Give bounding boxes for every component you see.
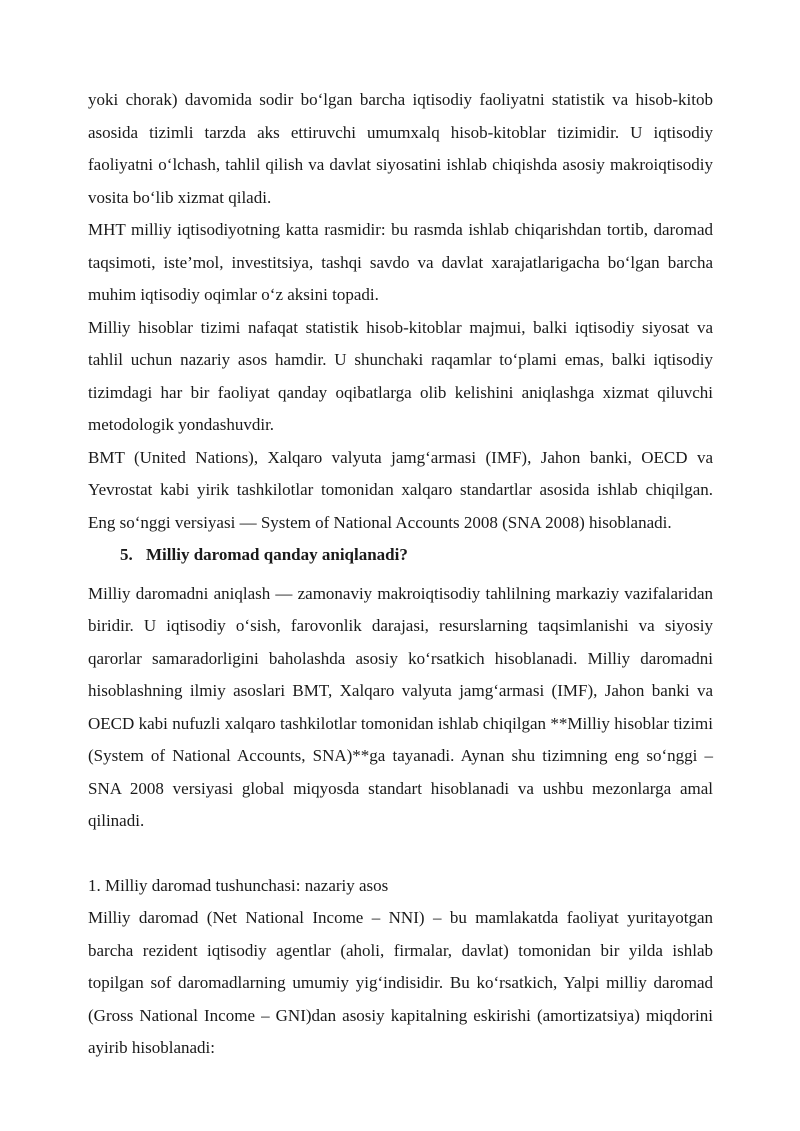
paragraph-national-income-intro: Milliy daromadni aniqlash — zamonaviy makroiqtisodiy tahlilning markaziy vazifalaridan biridir. U iqtisodiy o‘sish, farovonlik darajasi, resurslarning taqsimlanishi va siyosiy qarorlar samaradorligini baholashda asosiy ko‘rsatkich hisoblanadi. Milliy daromadni hisoblashning ilmiy asoslari BMT, Xalqaro valyuta jamg‘armasi (IMF), Jahon banki va OECD kabi nufuzli xalqaro tashkilotlar tomonidan ishlab chiqilgan **Milliy hisoblar tizimi (System of National Accounts, SNA)**ga tayanadi. Aynan shu tizimning eng so‘nggi – SNA 2008 versiyasi global miqyosda standart hisoblanadi va ushbu mezonlarga amal qilinadi. [88, 583, 713, 830]
subsection-heading: 1. Milliy daromad tushunchasi: nazariy asos [88, 875, 389, 895]
paragraph-nni-definition: Milliy daromad (Net National Income – NNI) – bu mamlakatda faoliyat yuritayotgan barcha rezident iqtisodiy agentlar (aholi, firmalar, davlat) tomonidan bir yilda ishlab topilgan sof daromadlarning umumiy yig‘indisidir. Bu ko‘rsatkich, Yalpi milliy daromad (Gross National Income – GNI)dan asosiy kapitalning eskirishi (amortizatsiya) miqdorini ayirib hisoblanadi: [88, 908, 713, 1057]
paragraph-international-standards: BMT (United Nations), Xalqaro valyuta jamg‘armasi (IMF), Jahon banki, OECD va Yevrostat kabi yirik tashkilotlar tomonidan xalqaro standartlar asosida ishlab chiqilgan. Eng so‘nggi versiyasi — System of National Accounts 2008 (SNA 2008) hisoblanadi. [88, 447, 713, 532]
paragraph-mht-picture: MHT milliy iqtisodiyotning katta rasmidir: bu rasmda ishlab chiqarishdan tortib, daromad taqsimoti, iste’mol, investitsiya, tashqi savdo va davlat xarajatlarigacha bo‘lgan barcha muhim iqtisodiy oqimlar o‘z aksini topadi. [88, 220, 713, 304]
paragraph-national-accounts-system: Milliy hisoblar tizimi nafaqat statistik hisob-kitoblar majmui, balki iqtisodiy siyosat va tahlil uchun nazariy asos hamdir. U shunchaki raqamlar to‘plami emas, balki iqtisodiy tizimdagi har bir faoliyat qanday oqibatlarga olib kelishini aniqlashga xizmat qiluvchi metodologik yondashuvdir. [88, 317, 713, 434]
paragraph-sna-definition: yoki chorak) davomida sodir bo‘lgan barcha iqtisodiy faoliyatni statistik va hisob-kitob asosida tizimli tarzda aks ettiruvchi umumxalq hisob-kitoblar tizimidir. U iqtisodiy faoliyatni o‘lchash, tahlil qilish va davlat siyosatini ishlab chiqishda asosiy makroiqtisodiy vosita bo‘lib xizmat qiladi. [88, 90, 713, 207]
document-body [88, 84, 713, 1065]
blank-line [88, 838, 713, 870]
section-heading-number: 5. [120, 545, 133, 564]
section-heading-text: Milliy daromad qanday aniqlanadi? [146, 545, 408, 564]
section-heading [120, 539, 713, 572]
